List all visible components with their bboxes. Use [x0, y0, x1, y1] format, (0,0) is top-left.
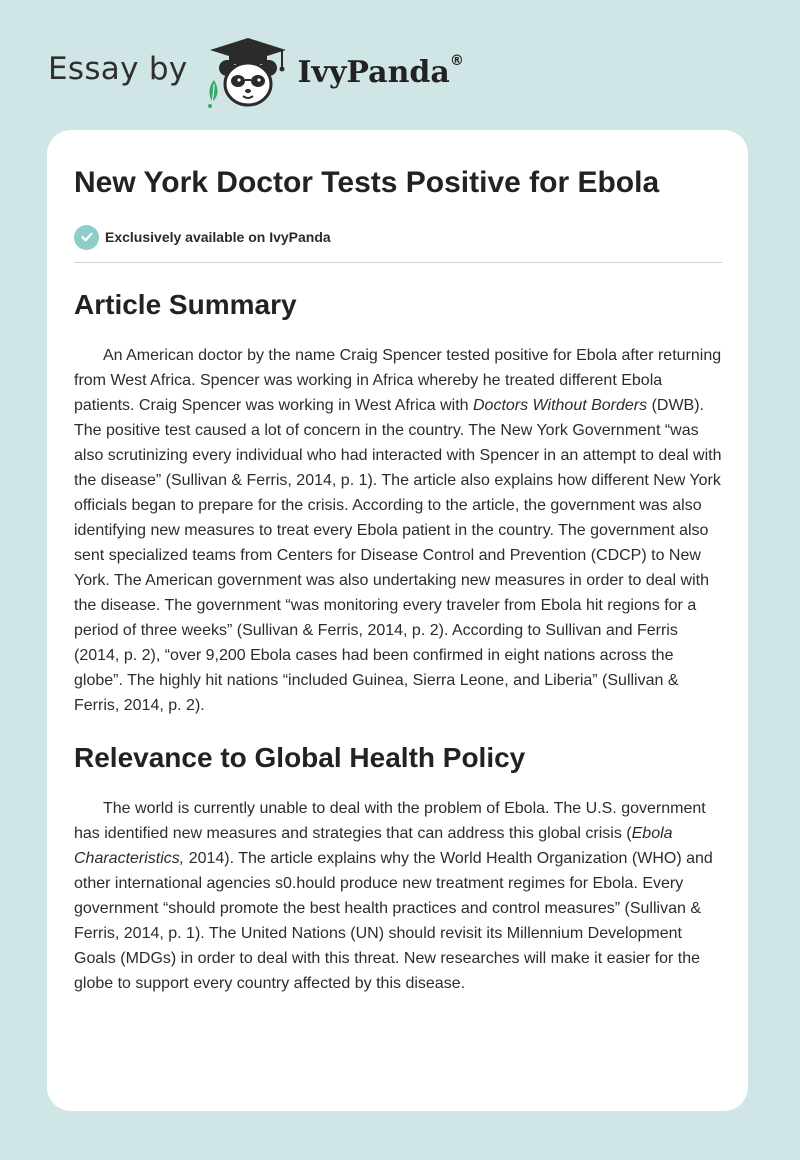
brand-prefix: Essay by — [48, 51, 188, 87]
panda-graduate-logo-icon — [202, 34, 294, 110]
section-heading-article-summary: Article Summary — [74, 289, 297, 320]
divider — [74, 262, 722, 263]
exclusive-badge — [74, 223, 722, 251]
section-heading-relevance: Relevance to Global Health Policy — [74, 742, 526, 773]
check-circle-icon — [74, 225, 99, 250]
exclusive-label: Exclusively available on IvyPanda — [105, 229, 331, 245]
relevance-paragraph: The world is currently unable to deal with the problem of Ebola. The U.S. government has identified new measures and strategies that can address this global crisis (Ebola Characteristics, 2014). The article explains why the World Health Organization (WHO) and other international agencies s0.hould produce new treatment regimes for Ebola. Every government “should promote the best health practices and control measures” (Sullivan & Ferris, 2014, p. 1). The United Nations (UN) should revisit its Millennium Development Goals (MDGs) in order to deal with this threat. New researches will make it easier for the globe to support every country affected by this disease. — [74, 800, 713, 992]
page-title: New York Doctor Tests Positive for Ebola — [74, 166, 660, 199]
brand-name: IvyPanda® — [297, 52, 464, 90]
brand-header[interactable] — [48, 32, 464, 112]
article-summary-paragraph: An American doctor by the name Craig Spencer tested positive for Ebola after returning from West Africa. Spencer was working in Africa whereby he treated different Ebola patients. Craig Spencer was working in West Africa with Doctors Without Borders (DWB). The positive test caused a lot of concern in the country. The New York Government “was also scrutinizing every individual who had interacted with Spencer in an attempt to deal with the disease” (Sullivan & Ferris, 2014, p. 1). The article also explains how different New York officials began to prepare for the crisis. According to the article, the government was also identifying new measures to treat every Ebola patient in the country. The government also sent specialized teams from Centers for Disease Control and Prevention (CDCP) to New York. The American government was also undertaking new measures in order to deal with the disease. The government “was monitoring every traveler from Ebola hit regions for a period of three weeks” (Sullivan & Ferris, 2014, p. 2). According to Sullivan and Ferris (2014, p. 2), “over 9,200 Ebola cases had been confirmed in eight nations across the globe”. The highly hit nations “included Guinea, Sierra Leone, and Liberia” (Sullivan & Ferris, 2014, p. 2). — [74, 347, 722, 714]
article-card — [47, 130, 748, 1111]
